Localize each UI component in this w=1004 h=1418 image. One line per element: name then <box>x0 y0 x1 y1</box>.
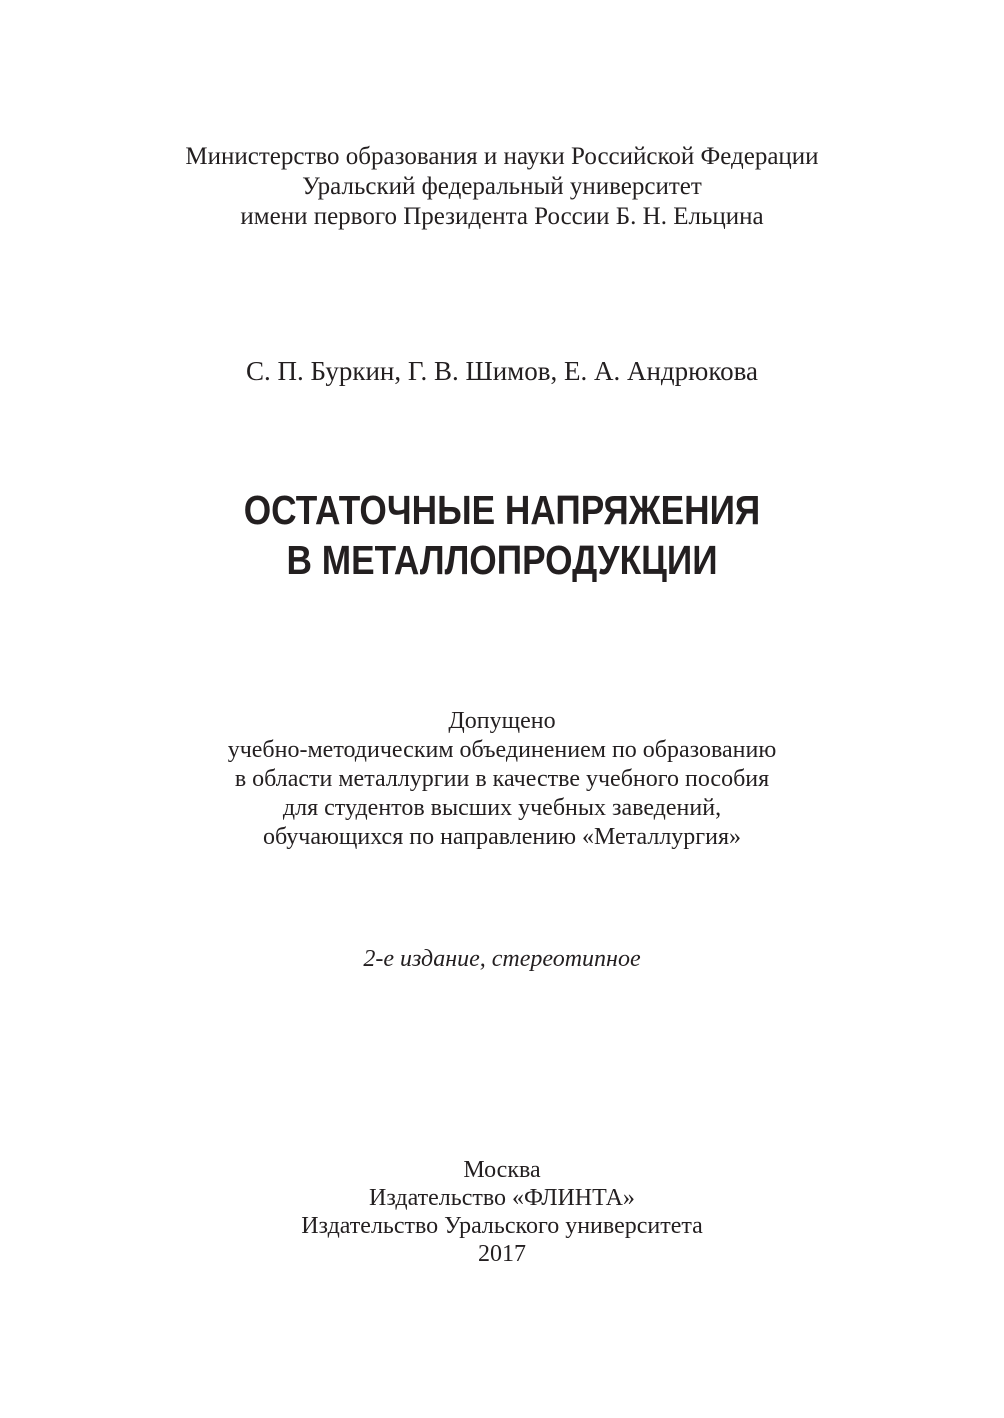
approval-line-3: в области металлургии в качестве учебного пособия <box>234 766 770 792</box>
imprint-city: Москва <box>463 1157 541 1183</box>
imprint-publisher-1: Издательство «ФЛИНТА» <box>369 1185 635 1211</box>
approval-line-4: для студентов высших учебных заведений, <box>282 795 722 821</box>
authors-line: С. П. Буркин, Г. В. Шимов, Е. А. Андрюкова <box>246 356 758 386</box>
approval-statement <box>0 707 1004 852</box>
ministry-line: Министерство образования и науки Российской Федерации <box>185 143 819 170</box>
approval-line-2: учебно-методическим объединением по образованию <box>227 737 777 763</box>
imprint-publisher-2: Издательство Уральского университета <box>301 1213 703 1239</box>
title-line-2: В МЕТАЛЛОПРОДУКЦИИ <box>286 537 718 583</box>
imprint <box>0 1156 1004 1268</box>
edition-line: 2-е издание, стереотипное <box>363 946 641 972</box>
edition-note <box>0 944 1004 974</box>
title-line-1: ОСТАТОЧНЫЕ НАПРЯЖЕНИЯ <box>243 487 761 533</box>
university-name-line: имени первого Президента России Б. Н. Ельцина <box>240 203 764 230</box>
imprint-year: 2017 <box>478 1241 526 1267</box>
university-line: Уральский федеральный университет <box>302 173 702 200</box>
institution-header <box>0 142 1004 232</box>
book-title <box>70 485 933 585</box>
authors <box>0 354 1004 388</box>
approval-line-5: обучающихся по направлению «Металлургия» <box>262 824 742 850</box>
approval-line-1: Допущено <box>448 708 556 734</box>
